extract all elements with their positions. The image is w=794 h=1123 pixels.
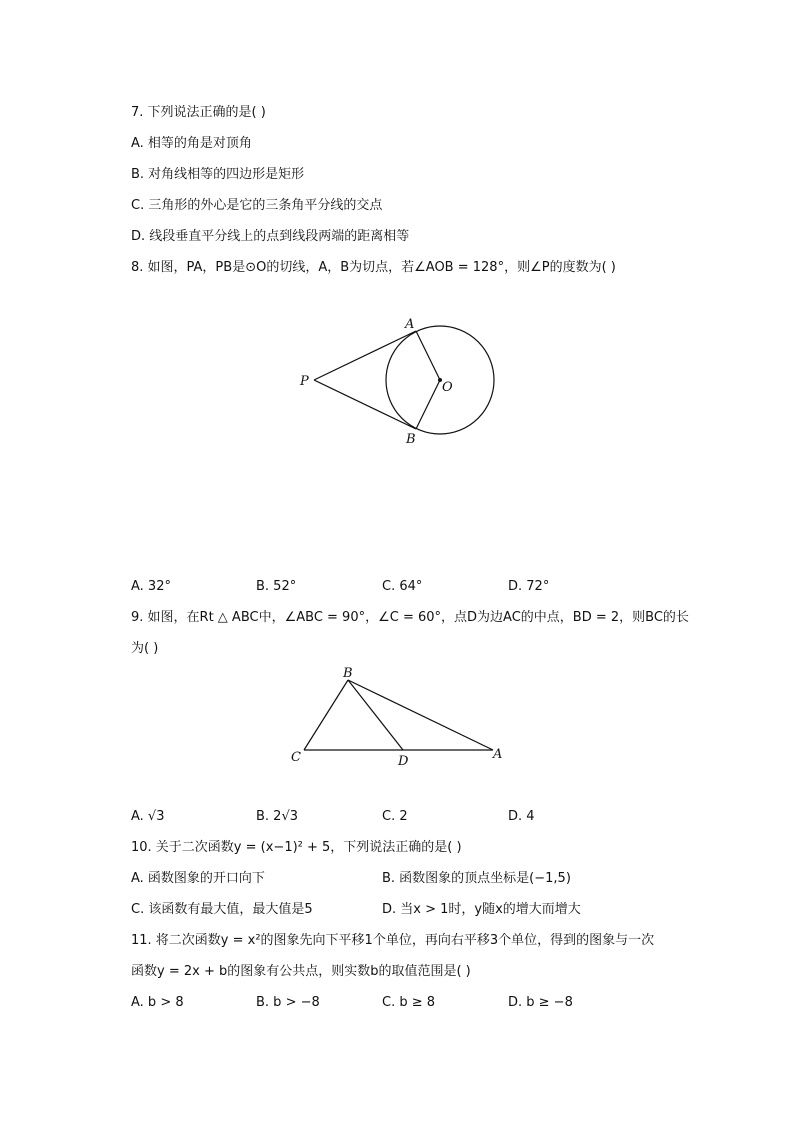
label-p: P	[300, 374, 309, 389]
question-10-stem: 10. 关于二次函数y = (x−1)² + 5，下列说法正确的是( )	[131, 840, 462, 855]
label-a: A	[493, 747, 503, 762]
label-a: A	[405, 317, 415, 332]
question-11-option-d[interactable]: D. b ≥ −8	[508, 995, 573, 1010]
question-9-figure	[0, 664, 794, 774]
question-8-stem: 8. 如图，PA，PB是⊙O的切线，A，B为切点，若∠AOB = 128°，则∠P的度数为( )	[131, 260, 616, 275]
question-8-option-d[interactable]: D. 72°	[508, 579, 550, 594]
question-8-option-b[interactable]: B. 52°	[256, 579, 297, 594]
label-b: B	[406, 432, 416, 447]
question-9-option-b[interactable]: B. 2√3	[256, 809, 299, 824]
segment-bc	[304, 680, 348, 750]
radius-ob	[416, 380, 440, 429]
question-9-stem-line-2: 为( )	[131, 641, 159, 656]
question-11-stem-line-2: 函数y = 2x + b的图象有公共点，则实数b的取值范围是( )	[131, 964, 471, 979]
question-11-option-a[interactable]: A. b > 8	[131, 995, 184, 1010]
question-11-option-c[interactable]: C. b ≥ 8	[382, 995, 436, 1010]
label-b: B	[343, 666, 353, 681]
segment-ba	[348, 680, 493, 750]
question-11-option-b[interactable]: B. b > −8	[256, 995, 320, 1010]
question-10-option-d[interactable]: D. 当x > 1时，y随x的增大而增大	[382, 902, 581, 917]
label-c: C	[291, 750, 301, 765]
question-9-option-c[interactable]: C. 2	[382, 809, 408, 824]
tangent-pb	[314, 380, 416, 429]
question-7-option-d[interactable]: D. 线段垂直平分线上的点到线段两端的距离相等	[131, 229, 410, 244]
question-10-option-a[interactable]: A. 函数图象的开口向下	[131, 871, 265, 886]
segment-bd	[348, 680, 403, 750]
question-9-option-a[interactable]: A. √3	[131, 809, 165, 824]
question-8-option-c[interactable]: C. 64°	[382, 579, 423, 594]
question-10-option-b[interactable]: B. 函数图象的顶点坐标是(−1,5)	[382, 871, 571, 886]
label-d: D	[398, 754, 409, 769]
question-7-stem: 7. 下列说法正确的是( )	[131, 105, 266, 120]
question-8-option-a[interactable]: A. 32°	[131, 579, 171, 594]
question-7-option-b[interactable]: B. 对角线相等的四边形是矩形	[131, 167, 305, 182]
question-7-option-a[interactable]: A. 相等的角是对顶角	[131, 136, 252, 151]
question-11-stem-line-1: 11. 将二次函数y = x²的图象先向下平移1个单位，再向右平移3个单位，得到的图象与一次	[131, 933, 655, 948]
question-9-stem-line-1: 9. 如图，在Rt △ ABC中，∠ABC = 90°，∠C = 60°，点D为边AC的中点，BD = 2，则BC的长	[131, 610, 689, 625]
question-10-option-c[interactable]: C. 该函数有最大值，最大值是5	[131, 902, 313, 917]
label-o: O	[442, 380, 453, 395]
radius-oa	[416, 331, 440, 380]
question-7-option-c[interactable]: C. 三角形的外心是它的三条角平分线的交点	[131, 198, 383, 213]
question-8-figure	[0, 305, 794, 455]
tangent-pa	[314, 331, 416, 380]
question-9-option-d[interactable]: D. 4	[508, 809, 535, 824]
